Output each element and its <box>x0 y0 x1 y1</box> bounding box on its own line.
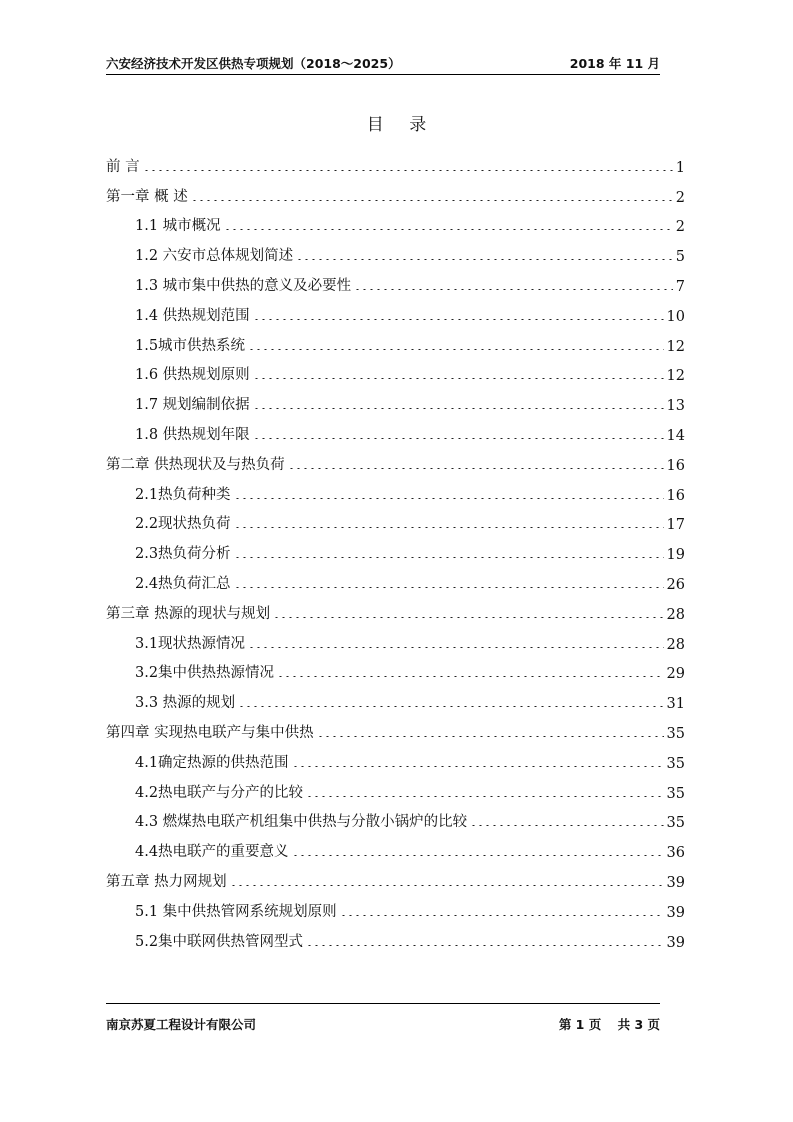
toc-title: 目 录 <box>366 115 437 135</box>
toc-entry-label: 3.2集中供热热源情况 <box>135 665 275 682</box>
toc-entry[interactable] <box>106 893 685 923</box>
toc-entry-page: 39 <box>666 934 685 951</box>
toc-entry[interactable] <box>106 267 685 297</box>
toc-entry-page: 1 <box>675 159 685 176</box>
toc-entry[interactable] <box>106 148 685 178</box>
toc-leader-dots <box>306 796 663 797</box>
toc-leader-dots <box>470 825 663 826</box>
toc-entry-label: 前 言 <box>106 158 140 175</box>
table-of-contents <box>106 148 685 953</box>
toc-entry[interactable] <box>106 386 685 416</box>
toc-entry-page: 17 <box>666 517 685 534</box>
toc-entry[interactable] <box>106 178 685 208</box>
page-footer <box>106 1015 660 1033</box>
toc-leader-dots <box>224 229 673 230</box>
toc-leader-dots <box>253 438 664 439</box>
toc-leader-dots <box>296 259 673 260</box>
toc-entry-page: 39 <box>666 904 685 921</box>
toc-entry-page: 16 <box>666 487 685 504</box>
toc-entry-label: 第五章 热力网规划 <box>106 873 227 890</box>
toc-leader-dots <box>306 945 663 946</box>
toc-entry-page: 26 <box>666 576 685 593</box>
toc-leader-dots <box>191 200 673 201</box>
footer-page-total: 共 3 页 <box>617 1017 660 1032</box>
toc-entry-page: 28 <box>666 636 685 653</box>
toc-entry-label: 1.4 供热规划范围 <box>135 307 250 324</box>
toc-entry-label: 4.3 燃煤热电联产机组集中供热与分散小锅炉的比较 <box>135 814 468 831</box>
toc-entry[interactable] <box>106 774 685 804</box>
toc-entry[interactable] <box>106 804 685 834</box>
header-title: 六安经济技术开发区供热专项规划（2018～2025） <box>106 56 401 71</box>
toc-entry[interactable] <box>106 744 685 774</box>
header-date: 2018 年 11 月 <box>569 56 660 71</box>
toc-entry-page: 10 <box>666 308 685 325</box>
toc-entry-page: 35 <box>666 725 685 742</box>
toc-leader-dots <box>234 557 664 558</box>
toc-leader-dots <box>238 706 663 707</box>
header-rule <box>106 74 660 75</box>
toc-leader-dots <box>253 319 664 320</box>
toc-leader-dots <box>288 468 664 469</box>
footer-page-current: 第 1 页 <box>558 1017 602 1032</box>
toc-entry-label: 第二章 供热现状及与热负荷 <box>106 456 285 473</box>
toc-entry-label: 2.1热负荷种类 <box>135 486 231 503</box>
toc-leader-dots <box>253 378 664 379</box>
toc-entry-page: 39 <box>666 874 685 891</box>
toc-entry-page: 2 <box>675 219 685 236</box>
toc-leader-dots <box>248 647 663 648</box>
toc-entry-label: 1.7 规划编制依据 <box>135 397 250 414</box>
toc-entry-label: 4.2热电联产与分产的比较 <box>135 784 304 801</box>
toc-entry[interactable] <box>106 535 685 565</box>
toc-entry-page: 28 <box>666 606 685 623</box>
toc-entry[interactable] <box>106 416 685 446</box>
footer-company: 南京苏夏工程设计有限公司 <box>106 1017 257 1032</box>
toc-entry-page: 16 <box>666 457 685 474</box>
footer-rule <box>106 1003 660 1004</box>
toc-entry[interactable] <box>106 595 685 625</box>
toc-entry-label: 1.2 六安市总体规划简述 <box>135 248 294 265</box>
toc-entry-page: 29 <box>666 666 685 683</box>
toc-entry[interactable] <box>106 655 685 685</box>
footer-page-info <box>559 1015 660 1033</box>
toc-entry[interactable] <box>106 714 685 744</box>
toc-leader-dots <box>234 498 664 499</box>
toc-entry-page: 12 <box>666 368 685 385</box>
toc-entry-page: 14 <box>666 427 685 444</box>
toc-leader-dots <box>253 408 664 409</box>
toc-leader-dots <box>273 617 663 618</box>
toc-entry-label: 1.1 城市概况 <box>135 218 221 235</box>
toc-entry[interactable] <box>106 625 685 655</box>
toc-entry-label: 1.8 供热规划年限 <box>135 426 250 443</box>
toc-entry-label: 2.4热负荷汇总 <box>135 575 231 592</box>
toc-entry-label: 4.4热电联产的重要意义 <box>135 844 289 861</box>
toc-entry-page: 31 <box>666 696 685 713</box>
toc-entry[interactable] <box>106 476 685 506</box>
toc-entry[interactable] <box>106 565 685 595</box>
toc-entry[interactable] <box>106 923 685 953</box>
toc-entry-page: 13 <box>666 398 685 415</box>
toc-entry-label: 2.3热负荷分析 <box>135 546 231 563</box>
toc-entry-label: 3.3 热源的规划 <box>135 695 236 712</box>
toc-entry[interactable] <box>106 684 685 714</box>
toc-leader-dots <box>340 915 664 916</box>
page-header <box>106 54 660 72</box>
toc-entry-page: 35 <box>666 815 685 832</box>
toc-entry-label: 第一章 概 述 <box>106 188 188 205</box>
toc-entry[interactable] <box>106 506 685 536</box>
toc-leader-dots <box>277 676 663 677</box>
toc-entry[interactable] <box>106 297 685 327</box>
toc-leader-dots <box>317 736 664 737</box>
toc-leader-dots <box>143 170 673 171</box>
toc-entry[interactable] <box>106 208 685 238</box>
toc-entry[interactable] <box>106 833 685 863</box>
toc-entry-label: 2.2现状热负荷 <box>135 516 231 533</box>
toc-entry-label: 1.5城市供热系统 <box>135 337 246 354</box>
toc-leader-dots <box>292 766 664 767</box>
toc-leader-dots <box>230 885 664 886</box>
toc-leader-dots <box>234 527 664 528</box>
toc-leader-dots <box>292 855 664 856</box>
toc-entry-page: 7 <box>675 278 685 295</box>
toc-entry-label: 1.3 城市集中供热的意义及必要性 <box>135 277 352 294</box>
toc-entry-label: 5.1 集中供热管网系统规划原则 <box>135 903 337 920</box>
toc-entry[interactable] <box>106 446 685 476</box>
toc-entry[interactable] <box>106 357 685 387</box>
toc-entry[interactable] <box>106 237 685 267</box>
toc-entry-label: 3.1现状热源情况 <box>135 635 246 652</box>
toc-entry-page: 36 <box>666 845 685 862</box>
toc-entry-label: 第三章 热源的现状与规划 <box>106 605 271 622</box>
toc-leader-dots <box>354 289 673 290</box>
toc-entry-label: 第四章 实现热电联产与集中供热 <box>106 724 314 741</box>
toc-entry-page: 2 <box>675 189 685 206</box>
toc-entry-page: 12 <box>666 338 685 355</box>
toc-entry-label: 1.6 供热规划原则 <box>135 367 250 384</box>
toc-entry[interactable] <box>106 863 685 893</box>
toc-entry-label: 4.1确定热源的供热范围 <box>135 754 289 771</box>
toc-entry-page: 19 <box>666 547 685 564</box>
toc-entry-label: 5.2集中联网供热管网型式 <box>135 933 304 950</box>
toc-leader-dots <box>248 349 663 350</box>
toc-entry-page: 5 <box>675 249 685 266</box>
toc-leader-dots <box>234 587 664 588</box>
toc-entry[interactable] <box>106 327 685 357</box>
toc-entry-page: 35 <box>666 785 685 802</box>
toc-entry-page: 35 <box>666 755 685 772</box>
